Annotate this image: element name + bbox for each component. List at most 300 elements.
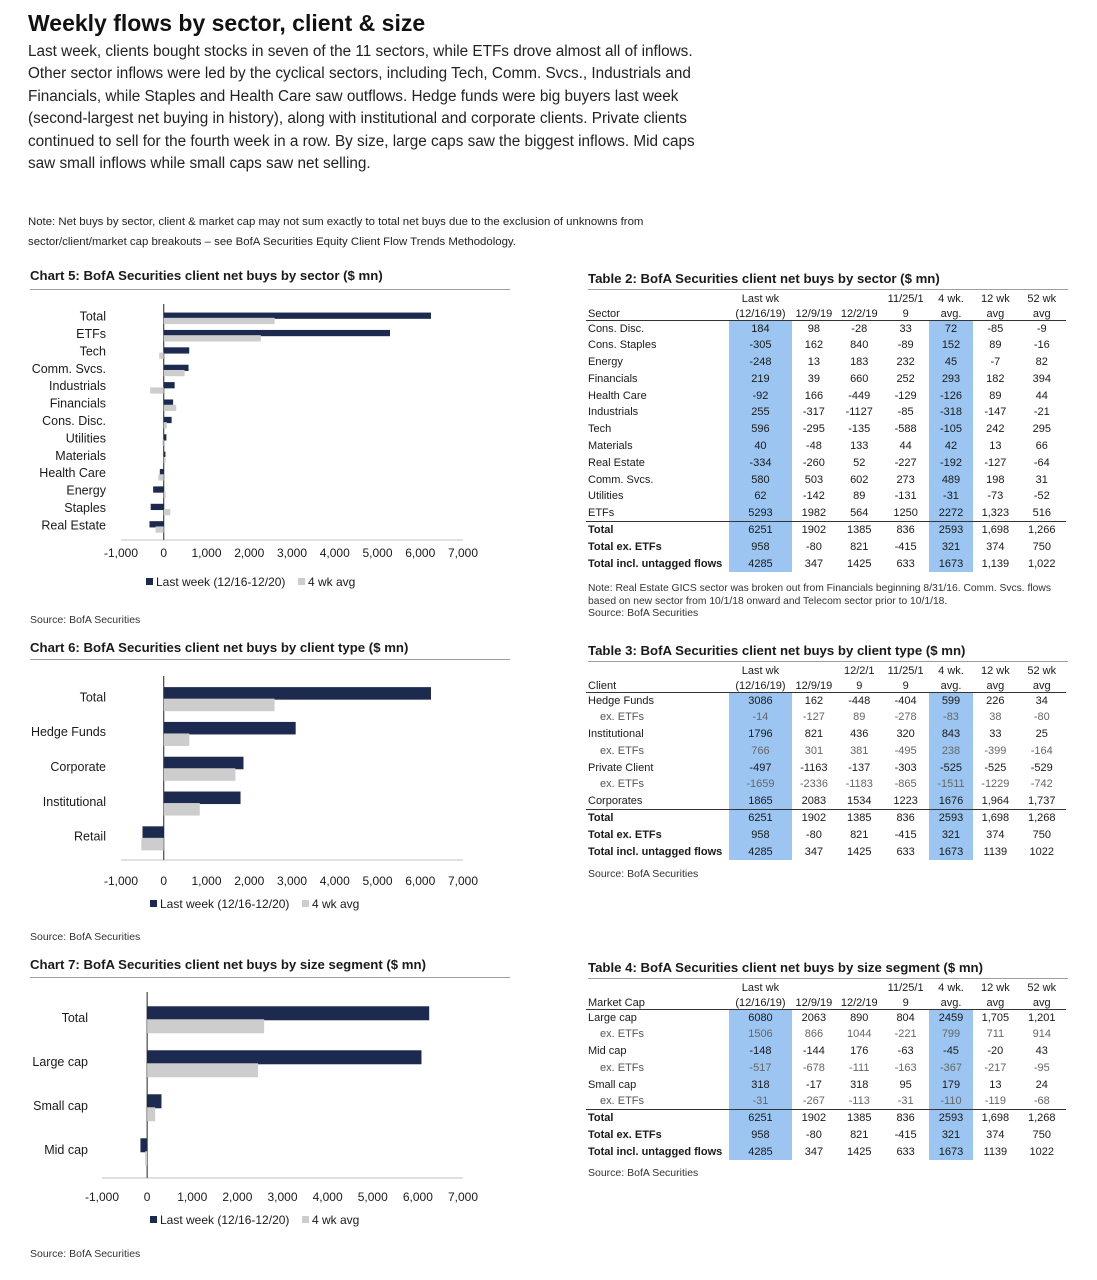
bar-4wk-avg <box>147 1107 155 1121</box>
table-cell: 4285 <box>729 1143 792 1160</box>
chart7-svg <box>0 978 560 1240</box>
table-row <box>586 370 1066 387</box>
table-cell: 179 <box>929 1076 973 1093</box>
x-tick-label: -1,000 <box>103 874 139 888</box>
row-label: Corporates <box>588 794 643 807</box>
table-cell: 2593 <box>929 810 973 827</box>
table-cell: 13 <box>807 355 820 368</box>
x-tick-label: 3,000 <box>276 874 308 888</box>
legend-swatch-last-week <box>150 900 157 907</box>
row-label: Hedge Funds <box>588 694 655 707</box>
bar-last-week <box>147 1050 421 1064</box>
table-cell: 914 <box>1032 1028 1051 1041</box>
table-cell: -127 <box>984 456 1007 469</box>
table-cell: 1,698 <box>973 810 1017 827</box>
table2-sector <box>586 290 1066 572</box>
table-cell: -85 <box>987 322 1004 335</box>
table-cell: 6251 <box>729 522 792 539</box>
table-cell: 1902 <box>792 1110 836 1127</box>
row-label: ex. ETFs <box>600 1061 645 1074</box>
row-label: Total <box>586 810 729 827</box>
legend-swatch-last-week <box>146 578 153 585</box>
category-label: Health Care <box>39 466 106 481</box>
table-row <box>586 709 1066 726</box>
row-label: Mid cap <box>588 1044 627 1057</box>
methodology-note: Note: Net buys by sector, client & market cap may not sum exactly to total net buys due to the exclusion of unknowns from sector/client/market cap breakouts – see BofA Securities Equity Client Flow Trends Methodology. <box>28 216 644 248</box>
table-cell: -7 <box>990 355 1001 368</box>
row-label: Total incl. untagged flows <box>588 845 723 858</box>
table-cell: 347 <box>804 1145 824 1158</box>
category-label: Tech <box>79 344 106 359</box>
table-cell: 1425 <box>847 1145 872 1158</box>
table-cell: 804 <box>896 1011 915 1024</box>
category-label: Mid cap <box>44 1143 88 1157</box>
table-cell: 82 <box>1035 355 1048 368</box>
bar-4wk-avg <box>164 370 185 376</box>
table-cell: -192 <box>929 454 973 471</box>
table-total-row <box>586 843 1066 860</box>
row-label: Cons. Staples <box>588 339 657 352</box>
table-header-cell: 12/2/1 <box>843 665 875 677</box>
table-cell: 821 <box>850 540 869 553</box>
table-header-cell: Client <box>586 677 729 692</box>
table-cell: 436 <box>850 727 869 740</box>
table-cell: 182 <box>986 372 1005 385</box>
table-header-cell: 12 wk <box>980 293 1010 305</box>
table-cell: 711 <box>986 1028 1005 1041</box>
table-cell: 564 <box>850 506 869 519</box>
x-tick-label: 2,000 <box>222 1190 253 1204</box>
table-row <box>586 726 1066 743</box>
table-header-cell <box>792 979 836 994</box>
table-cell: 1,737 <box>1028 794 1056 807</box>
table-cell: 95 <box>899 1078 912 1091</box>
table-cell: 66 <box>1035 439 1048 452</box>
table-cell: -267 <box>802 1095 825 1108</box>
table-cell: 318 <box>850 1078 869 1091</box>
table-cell: 43 <box>1035 1044 1048 1057</box>
category-label: Comm. Svcs. <box>31 361 106 376</box>
table-cell: -68 <box>1033 1095 1050 1108</box>
table-cell: -48 <box>805 439 822 452</box>
table3-source: Source: BofA Securities <box>588 868 699 880</box>
table-cell: -85 <box>897 406 914 419</box>
x-tick-label: 7,000 <box>447 546 479 560</box>
table-cell: 219 <box>729 370 792 387</box>
table-cell: -517 <box>729 1059 792 1076</box>
bar-4wk-avg <box>141 838 163 851</box>
bar-last-week <box>140 1138 147 1152</box>
table-cell: -83 <box>929 709 973 726</box>
table-cell: 293 <box>929 370 973 387</box>
table-cell: 1673 <box>929 1143 973 1160</box>
x-tick-label: 0 <box>160 546 168 560</box>
table-cell: -105 <box>929 421 973 438</box>
table-header-cell: avg. <box>929 305 973 320</box>
table-cell: 255 <box>729 404 792 421</box>
table-cell: 1,268 <box>1018 810 1066 827</box>
table-cell: -525 <box>929 759 973 776</box>
table-cell: 62 <box>729 488 792 505</box>
table-header-cell: 12/2/19 <box>836 305 882 320</box>
table-cell: 3086 <box>729 692 792 709</box>
table-cell: -80 <box>805 540 822 553</box>
table-cell: -119 <box>984 1095 1006 1108</box>
table-cell: 2063 <box>801 1011 827 1024</box>
table-header-cell: avg. <box>929 677 973 692</box>
table-cell: -131 <box>894 490 917 503</box>
table-cell: 766 <box>729 742 792 759</box>
table-cell: -529 <box>1030 761 1053 774</box>
table-cell: -80 <box>1033 711 1050 724</box>
table-cell: 347 <box>804 557 824 570</box>
x-tick-label: 1,000 <box>177 1190 208 1204</box>
bar-4wk-avg <box>145 1151 147 1165</box>
table-cell: -163 <box>894 1061 917 1074</box>
x-tick-label: 1,000 <box>191 546 222 560</box>
table2-title: Table 2: BofA Securities client net buys by sector ($ mn) <box>588 271 940 286</box>
x-tick-label: 4,000 <box>312 1190 343 1204</box>
table-header-cell: Last wk <box>741 665 780 677</box>
table-cell: 4285 <box>729 843 792 860</box>
table-cell: 152 <box>929 337 973 354</box>
table-cell: 6080 <box>729 1009 792 1026</box>
table-row <box>586 1093 1066 1110</box>
table-cell: 503 <box>804 473 824 486</box>
table-cell: 166 <box>804 389 824 402</box>
table-cell: 1,323 <box>981 506 1010 519</box>
x-tick-label: -1,000 <box>103 546 139 560</box>
table-cell: 958 <box>729 826 792 843</box>
table-cell: -227 <box>894 456 917 469</box>
table-total-row <box>586 1127 1066 1144</box>
table-header-cell: 12/9/19 <box>792 994 836 1009</box>
table-header-cell: Market Cap <box>586 994 729 1009</box>
row-label: Cons. Disc. <box>588 322 645 335</box>
table-cell: 374 <box>986 1128 1005 1141</box>
table-cell: 321 <box>929 538 973 555</box>
table-cell: 890 <box>850 1011 869 1024</box>
table-cell: -80 <box>805 1128 822 1141</box>
table-header-cell: 12 wk <box>980 665 1010 677</box>
table-row <box>586 354 1066 371</box>
table-cell: 6251 <box>729 810 792 827</box>
row-label: Real Estate <box>588 456 645 469</box>
table-cell: -80 <box>805 828 822 841</box>
row-label: ex. ETFs <box>600 711 645 724</box>
bar-4wk-avg <box>159 353 163 359</box>
chart5-source: Source: BofA Securities <box>30 614 141 626</box>
x-tick-label: 6,000 <box>402 1190 433 1204</box>
table-cell: 162 <box>804 339 824 352</box>
bar-last-week <box>147 1094 161 1108</box>
table-header-cell: 12/2/19 <box>836 994 882 1009</box>
table-row <box>586 320 1066 337</box>
row-label: Total <box>586 1110 729 1127</box>
table-cell: 98 <box>807 322 820 335</box>
table-cell: 1,698 <box>973 1110 1017 1127</box>
table-cell: -14 <box>729 709 792 726</box>
legend-label-4wk-avg: 4 wk avg <box>312 897 360 911</box>
bar-4wk-avg <box>158 474 163 480</box>
table-header-cell: 52 wk <box>1027 293 1057 305</box>
table-cell: -305 <box>729 337 792 354</box>
table-cell: 1044 <box>847 1028 872 1041</box>
table-cell: 31 <box>1035 473 1048 486</box>
table-cell: 33 <box>899 322 912 335</box>
table-cell: 33 <box>989 727 1002 740</box>
table-cell: 42 <box>929 438 973 455</box>
table-cell: -449 <box>848 389 871 402</box>
table-cell: -448 <box>848 694 871 707</box>
table-cell: 1506 <box>729 1026 792 1043</box>
table-total-row <box>586 1110 1066 1127</box>
x-tick-label: 3,000 <box>267 1190 298 1204</box>
table-cell: 5293 <box>729 505 792 522</box>
x-tick-label: 2,000 <box>234 546 265 560</box>
bar-4wk-avg <box>164 335 261 341</box>
table-cell: 599 <box>929 692 973 709</box>
table-cell: -248 <box>729 354 792 371</box>
category-label: Cons. Disc. <box>42 414 106 428</box>
legend-swatch-4wk-avg <box>298 578 305 585</box>
table-cell: 1534 <box>847 794 872 807</box>
table-cell: -865 <box>894 778 917 791</box>
table-cell: -147 <box>984 406 1007 419</box>
table-cell: 374 <box>986 828 1005 841</box>
table-cell: 321 <box>929 1127 973 1144</box>
category-label: Materials <box>55 448 106 463</box>
table-row <box>586 1059 1066 1076</box>
table-cell: 1425 <box>847 845 872 858</box>
table-cell: -2336 <box>799 778 828 791</box>
table-cell: 184 <box>729 320 792 337</box>
table-row <box>586 387 1066 404</box>
table-cell: 176 <box>850 1044 869 1057</box>
table-cell: 1673 <box>929 555 973 572</box>
bar-last-week <box>151 504 164 510</box>
table-row <box>586 1026 1066 1043</box>
table-cell: 1865 <box>729 793 792 810</box>
table-cell: 318 <box>729 1076 792 1093</box>
table2-note: Note: Real Estate GICS sector was broken out from Financials beginning 8/31/16. Comm. Svcs. flows based on new sector from 10/1/18 onward and Telecom sector prior to 10/1/18. <box>588 583 1051 607</box>
bar-last-week <box>164 382 175 388</box>
bar-4wk-avg <box>162 440 163 446</box>
x-tick-label: 7,000 <box>447 1190 479 1204</box>
bar-last-week <box>147 1006 429 1020</box>
table-cell: 1,964 <box>981 794 1010 807</box>
table-cell: -21 <box>1033 406 1050 419</box>
table-cell: -111 <box>849 1061 870 1074</box>
category-label: Total <box>79 690 106 705</box>
table-cell: 347 <box>804 845 824 858</box>
table-header-cell: avg <box>1018 677 1066 692</box>
x-tick-label: 2,000 <box>234 874 265 888</box>
table3-client <box>586 662 1066 860</box>
table-row <box>586 505 1066 522</box>
table-cell: -110 <box>929 1093 973 1110</box>
table-cell: -303 <box>894 761 917 774</box>
table-cell: 52 <box>853 456 866 469</box>
table-cell: -497 <box>729 759 792 776</box>
legend-swatch-4wk-avg <box>302 900 309 907</box>
table-cell: 750 <box>1032 828 1051 841</box>
bar-4wk-avg <box>164 457 166 463</box>
category-label: Staples <box>64 500 106 515</box>
table-cell: -31 <box>897 1095 914 1108</box>
table-cell: 799 <box>929 1026 973 1043</box>
row-label: Industrials <box>588 406 639 419</box>
table-cell: -73 <box>987 490 1004 503</box>
table-row <box>586 793 1066 810</box>
table-cell: 44 <box>899 439 912 452</box>
category-label: Financials <box>49 396 106 411</box>
bar-4wk-avg <box>164 492 166 498</box>
table-row <box>586 1043 1066 1060</box>
table-cell: 252 <box>896 372 915 385</box>
table-cell: -126 <box>929 387 973 404</box>
table-cell: -89 <box>897 339 914 352</box>
table-cell: -144 <box>802 1044 825 1057</box>
row-label: Utilities <box>588 490 624 503</box>
table-cell: -45 <box>929 1043 973 1060</box>
table-cell: 1982 <box>801 506 827 519</box>
row-label: ex. ETFs <box>600 1028 645 1041</box>
table-cell: 660 <box>850 372 869 385</box>
table-cell: 1022 <box>1029 1145 1054 1158</box>
table-header-cell: avg <box>973 305 1017 320</box>
table-cell: 750 <box>1032 1128 1051 1141</box>
table-cell: 821 <box>850 1128 869 1141</box>
table-cell: -367 <box>929 1059 973 1076</box>
table-cell: 1223 <box>893 794 918 807</box>
bar-4wk-avg <box>147 1019 264 1033</box>
table-cell: 44 <box>1035 389 1048 402</box>
table-cell: 1022 <box>1029 845 1054 858</box>
x-tick-label: 5,000 <box>357 1190 388 1204</box>
category-label: Total <box>79 309 106 324</box>
bar-4wk-avg <box>156 526 164 532</box>
table-cell: 1139 <box>983 1145 1008 1158</box>
table-header-cell: 4 wk. <box>938 293 964 305</box>
table-cell: -164 <box>1030 744 1053 757</box>
row-label: Small cap <box>588 1078 637 1091</box>
table-cell: 301 <box>804 744 824 757</box>
table-cell: -148 <box>729 1043 792 1060</box>
table-cell: -318 <box>929 404 973 421</box>
table-cell: -95 <box>1033 1061 1050 1074</box>
bar-last-week <box>153 486 164 492</box>
x-tick-label: 0 <box>160 874 168 888</box>
table4-size <box>586 979 1066 1160</box>
table-cell: -588 <box>894 423 917 436</box>
table-header-cell <box>586 290 729 305</box>
x-tick-label: 6,000 <box>405 874 436 888</box>
table-cell: -16 <box>1033 339 1050 352</box>
row-label: Total incl. untagged flows <box>588 1145 723 1158</box>
legend-label-last-week: Last week (12/16-12/20) <box>160 897 290 911</box>
row-label: ex. ETFs <box>600 778 645 791</box>
category-label: Retail <box>74 829 106 844</box>
table-header-cell: 4 wk. <box>938 982 964 994</box>
bar-4wk-avg <box>164 803 200 816</box>
table-cell: 38 <box>989 711 1002 724</box>
table-header-cell <box>586 662 729 677</box>
table-row <box>586 454 1066 471</box>
bar-4wk-avg <box>164 699 275 712</box>
table-total-row <box>586 538 1066 555</box>
table-total-row <box>586 826 1066 843</box>
table-cell: -404 <box>894 694 917 707</box>
row-label: Tech <box>588 423 612 436</box>
table-header-cell: avg <box>973 994 1017 1009</box>
bar-4wk-avg <box>164 318 275 324</box>
x-tick-label: 5,000 <box>362 874 393 888</box>
table-cell: 6251 <box>729 1110 792 1127</box>
x-tick-label: 1,000 <box>191 874 222 888</box>
table-cell: 633 <box>896 557 915 570</box>
table-cell: 24 <box>1035 1078 1048 1091</box>
table-header-cell: avg <box>1018 994 1066 1009</box>
row-label: Comm. Svcs. <box>588 473 654 486</box>
table-cell: 843 <box>929 726 973 743</box>
table-cell: 1,268 <box>1018 1110 1066 1127</box>
table-cell: -63 <box>897 1044 914 1057</box>
x-tick-label: 4,000 <box>319 874 350 888</box>
table-cell: -127 <box>802 711 825 724</box>
bar-last-week <box>164 687 431 700</box>
bar-4wk-avg <box>164 733 190 746</box>
table-header-cell: 9 <box>836 677 882 692</box>
table-row <box>586 421 1066 438</box>
table-cell: -1659 <box>729 776 792 793</box>
bar-4wk-avg <box>164 405 177 411</box>
table2-source: Source: BofA Securities <box>588 607 699 619</box>
table-cell: -415 <box>894 1128 917 1141</box>
table-header-cell: (12/16/19) <box>729 677 792 692</box>
page-title: Weekly flows by sector, client & size <box>28 10 426 36</box>
table-cell: 89 <box>853 711 866 724</box>
table-cell: 866 <box>804 1028 824 1041</box>
table-cell: 1385 <box>836 1110 882 1127</box>
table-cell: 836 <box>882 522 928 539</box>
table-cell: -1163 <box>800 761 828 774</box>
table-cell: -221 <box>894 1028 917 1041</box>
table-row <box>586 1009 1066 1026</box>
legend-label-last-week: Last week (12/16-12/20) <box>156 575 286 589</box>
table-cell: -31 <box>929 488 973 505</box>
category-label: Institutional <box>42 794 106 809</box>
table-cell: -1229 <box>981 778 1010 791</box>
row-label: Financials <box>588 372 638 385</box>
table-header-cell: 12 wk <box>980 982 1010 994</box>
table-cell: 2459 <box>929 1009 973 1026</box>
table-cell: 89 <box>853 490 866 503</box>
table-cell: 1796 <box>729 726 792 743</box>
row-label: Energy <box>588 355 623 368</box>
table-cell: 273 <box>896 473 915 486</box>
table-cell: -415 <box>894 540 917 553</box>
table-row <box>586 438 1066 455</box>
table-cell: 1,705 <box>981 1011 1010 1024</box>
legend-swatch-last-week <box>150 1216 157 1223</box>
x-tick-label: 3,000 <box>276 546 308 560</box>
bar-4wk-avg <box>164 509 170 515</box>
table-cell: -20 <box>987 1044 1004 1057</box>
table-cell: -217 <box>984 1061 1007 1074</box>
table-cell: 45 <box>929 354 973 371</box>
table-cell: 162 <box>804 694 824 707</box>
